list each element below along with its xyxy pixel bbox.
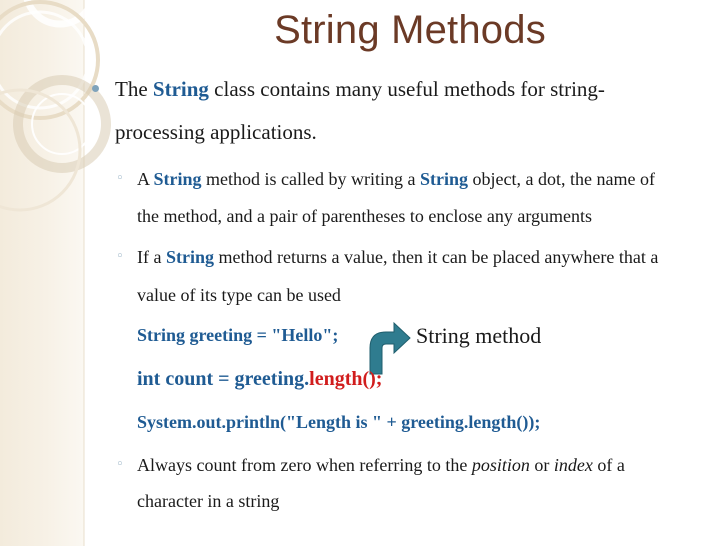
sub1-text-post: object, a dot, the name of: [468, 169, 655, 189]
code-line-3: System.out.println("Length is " + greeting.length());: [137, 412, 541, 432]
sub3-line1: [137, 455, 625, 476]
code-line-1: String greeting = "Hello";: [137, 325, 339, 345]
slide-title: String Methods: [274, 8, 546, 52]
sub2-keyword: String: [165, 247, 214, 267]
bullet1-keyword: String: [152, 77, 209, 101]
sub3-line2: character in a string: [137, 491, 280, 511]
sub3-text-pre: Always count from zero when referring to the: [137, 455, 472, 475]
sub1-text-mid: method is called by writing a: [201, 169, 420, 189]
string-method-annotation: String method: [416, 323, 542, 348]
sub1-keyword1: String: [153, 169, 202, 189]
sub3-text-post: of a: [592, 455, 625, 475]
bullet1-line2: processing applications.: [115, 120, 317, 144]
decorative-rings-graphic: [0, 0, 130, 546]
sub-bullet-ring-icon: ◦: [116, 249, 124, 264]
code-line-2-prefix: int count = greeting.: [137, 368, 310, 390]
sub3-emphasis-index: index: [553, 455, 593, 475]
bullet1-text-post: class contains many useful methods for string-: [208, 77, 605, 101]
bullet-dot-icon: [92, 85, 99, 92]
sub2-text-pre: If a: [137, 247, 166, 267]
sub2-text-post: method returns a value, then it can be placed anywhere that a: [214, 247, 659, 267]
sub-bullet-ring-icon: ◦: [116, 171, 124, 186]
code-line-2-highlight: length();: [309, 368, 383, 390]
sub1-text-pre: A: [137, 169, 154, 189]
code-line-2: [137, 368, 382, 391]
sub3-text-mid: or: [529, 455, 554, 475]
sub1-line1: [137, 169, 655, 190]
sub2-line2: value of its type can be used: [137, 285, 341, 305]
sub1-keyword2: String: [419, 169, 468, 189]
bullet1-line1: [115, 77, 605, 102]
sub1-line2: the method, and a pair of parentheses to enclose any arguments: [137, 206, 593, 226]
sub-bullet-ring-icon: ◦: [116, 457, 124, 472]
bullet1-text-pre: The: [115, 77, 153, 101]
sub3-emphasis-position: position: [471, 455, 530, 475]
sub2-line1: [137, 247, 658, 268]
